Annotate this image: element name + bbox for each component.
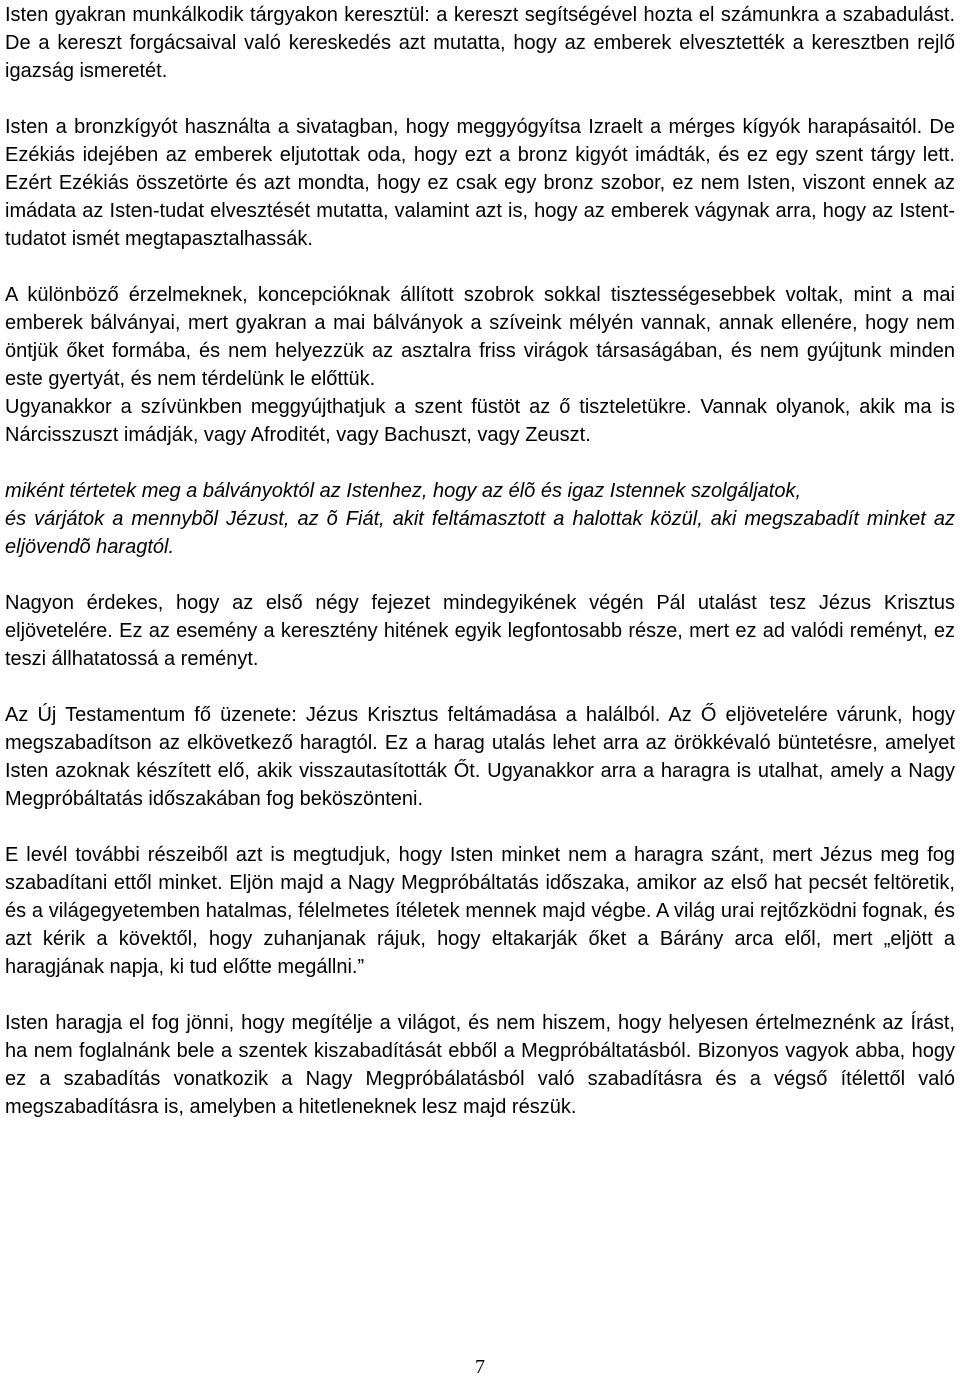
paragraph-spacer <box>5 449 955 477</box>
paragraph-spacer <box>5 253 955 281</box>
paragraph-spacer <box>5 561 955 589</box>
page-number: 7 <box>475 1356 485 1378</box>
paragraph-bronze-serpent: Isten a bronzkígyót használta a sivatagban, hogy meggyógyítsa Izraelt a mérges kígyók harapásaitól. De Ezékiás idejében az emberek eljutottak oda, hogy ezt a bronz kigyót imádták, és ez egy szent tárgy lett. Ezért Ezékiás összetörte és azt mondta, hogy ez csak egy bronz szobor, ez nem Isten, viszont ennek az imádata az Isten-tudat elvesztését mutatta, valamint azt is, hogy az emberek vágynak arra, hogy az Istent-tudatot ismét megtapasztalhassák. <box>5 116 955 250</box>
paragraph-paul: Nagyon érdekes, hogy az első négy fejezet mindegyikének végén Pál utalást tesz Jézus Krisztus eljövetelére. Ez az esemény a keresztény hitének egyik legfontosabb része, mert ez ad valódi reményt, ez teszi állhatatossá a reményt. <box>5 592 955 670</box>
paragraph-spacer <box>5 981 955 1009</box>
paragraph-new-testament: Az Új Testamentum fő üzenete: Jézus Krisztus feltámadása a halálból. Az Ő eljövetelére várunk, hogy megszabadítson az elkövetkező haragtól. Ez a harag utalás lehet arra az örökkévaló büntetésre, amelyet Isten azoknak készített elő, akik visszautasították Őt. Ugyanakkor arra a haragra is utalhat, amely a Nagy Megpróbáltatás időszakában fog beköszönteni. <box>5 704 955 810</box>
paragraph-statues: A különböző érzelmeknek, koncepcióknak állított szobrok sokkal tisztességesebbek voltak, mint a mai emberek bálványai, mert gyakran a mai bálványok a szíveink mélyén vannak, annak ellenére, hogy nem öntjük őket formába, és nem helyezzük az asztalra friss virágok társaságában, és nem gyújtunk minden este gyertyát, és nem térdelünk le előttük. <box>5 284 955 390</box>
paragraph-spacer <box>5 673 955 701</box>
quote-line-1: miként tértetek meg a bálványoktól az Istenhez, hogy az élõ és igaz Istennek szolgáljatok, <box>5 480 801 502</box>
paragraph-incense: Ugyanakkor a szívünkben meggyújthatjuk a szent füstöt az ő tiszteletükre. Vannak olyanok, akik ma is Nárcisszuszt imádják, vagy Afroditét, vagy Bachuszt, vagy Zeuszt. <box>5 396 955 446</box>
document-page <box>5 0 955 1121</box>
quote-line-2: és várjátok a mennybõl Jézust, az õ Fiát, akit feltámasztott a halottak közül, aki megszabadít minket az eljövendõ haragtól. <box>5 508 955 558</box>
paragraph-wrath: Isten haragja el fog jönni, hogy megítélje a világot, és nem hiszem, hogy helyesen értelmeznénk az Írást, ha nem foglalnánk bele a szentek kiszabadítását ebből a Megpróbáltatásból. Bizonyos vagyok abba, hogy ez a szabadítás vonatkozik a Nagy Megpróbálatásból való szabadításra és a végső ítélettől való megszabadításra is, amelyben a hitetleneknek lesz majd részük. <box>5 1012 955 1118</box>
paragraph-spacer <box>5 813 955 841</box>
paragraph-letter: E levél további részeiből azt is megtudjuk, hogy Isten minket nem a haragra szánt, mert Jézus meg fog szabadítani ettől minket. Eljön majd a Nagy Megpróbáltatás időszaka, amikor az első hat pecsét feltöretik, és a világegyetemben hatalmas, félelmetes ítéletek mennek majd végbe. A világ urai rejtőzködni fognak, és azt kérik a kövektől, hogy zuhanjanak rájuk, hogy eltakarják őket a Bárány arca elől, mert „eljött a haragjának napja, ki tud előtte megállni.” <box>5 844 955 978</box>
paragraph-spacer <box>5 85 955 113</box>
paragraph-cross: Isten gyakran munkálkodik tárgyakon keresztül: a kereszt segítségével hozta el számunkra a szabadulást. De a kereszt forgácsaival való kereskedés azt mutatta, hogy az emberek elvesztették a keresztben rejlő igazság ismeretét. <box>5 4 955 82</box>
